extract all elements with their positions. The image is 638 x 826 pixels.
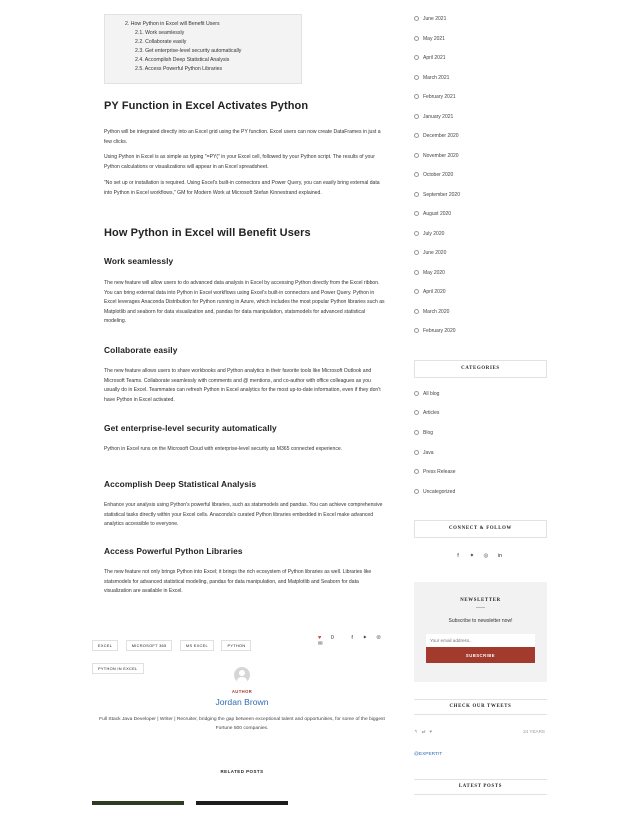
bullet-icon [414, 94, 419, 99]
category-link[interactable]: All blog [414, 391, 439, 397]
bullet-icon [414, 328, 419, 333]
bullet-icon [414, 309, 419, 314]
facebook-icon[interactable]: f [351, 635, 353, 641]
bullet-icon [414, 231, 419, 236]
bullet-icon [414, 430, 419, 435]
divider [476, 607, 485, 608]
newsletter-subtitle: Subscribe to newsletter now! [448, 618, 513, 624]
bullet-icon [414, 192, 419, 197]
retweet-icon[interactable]: ⇄ [421, 729, 426, 734]
archive-link[interactable]: July 2020 [414, 231, 444, 237]
paragraph: Python in Excel runs on the Microsoft Cloud with enterprise-level security as M365 connected experience. [104, 446, 343, 452]
toc-subitem[interactable]: 2.1. Work seamlessly [135, 30, 185, 36]
tag-link[interactable]: EXCEL [92, 640, 118, 651]
heading-py-function: PY Function in Excel Activates Python [104, 100, 309, 112]
heading-libraries: Access Powerful Python Libraries [104, 546, 243, 556]
categories-title: CATEGORIES [461, 366, 500, 371]
bullet-icon [414, 289, 419, 294]
bullet-icon [414, 410, 419, 415]
tag-link[interactable]: MICROSOFT 365 [126, 640, 173, 651]
bullet-icon [414, 153, 419, 158]
author-label: AUTHOR [231, 689, 253, 694]
paragraph: "No set up or installation is required. Using Excel's built-in connectors and Power Query, you can easily bring external data into Python in Excel workflows," GM for Modern Work at Microsoft Stefan Kinnestrand explained. [104, 180, 380, 196]
newsletter-box [414, 582, 547, 682]
toc-subitem[interactable]: 2.2. Collaborate easily [135, 39, 187, 45]
bullet-icon [414, 391, 419, 396]
bullet-icon [414, 16, 419, 21]
table-of-contents [104, 14, 302, 84]
paragraph: The new feature allows users to share workbooks and Python analytics in their favorite tools like Microsoft Outlook and Microsoft Teams. Collaborate seamlessly with comments and @ mentions, and co-author with office colleagues as you usually do in Excel. Teammates can refresh Python in Excel analytics for the most up-to-date information, even if they don't have Python in Excel activated. [104, 368, 381, 403]
category-link[interactable]: Uncategorized [414, 489, 455, 495]
archive-link[interactable]: December 2020 [414, 133, 459, 139]
archive-link[interactable]: May 2021 [414, 36, 445, 42]
paragraph: Using Python in Excel is as simple as typing "=PY(" in your Excel cell, followed by your Python script. The results of your Python calculations or visualizations will appear in an Excel spreadsheet. [104, 154, 375, 170]
paragraph: The new feature will allow users to do advanced data analysis in Excel by accessing Python directly from the Excel ribbon. You can bring external data into Python in Excel workflows using Excel's built-in connectors and Power Query. Python in Excel leverages Anaconda Distribution for Python running in Azure, which includes the most popular Python libraries such as Matplotlib and seaborn for data visualization and, pandas for data manipulation, statsmodels for advanced statistical modeling. [104, 280, 385, 325]
archive-link[interactable]: February 2020 [414, 328, 456, 334]
bullet-icon [414, 114, 419, 119]
heading-work-seamlessly: Work seamlessly [104, 256, 174, 266]
like-count: 0 [330, 635, 334, 641]
paragraph: Enhance your analysis using Python's powerful libraries, such as statsmodels and pandas. You can achieve comprehensive statistical tasks directly within your Excel cells. Anaconda's curated Python libraries embedded in Excel make advanced analytics accessible to everyone. [104, 502, 383, 528]
author-bio: Full Stack Java Developer | Writer | Recruiter, bridging the gap between exceptional talent and opportunities, for some of the biggest Fortune 500 companies. [99, 717, 385, 731]
bullet-icon [414, 55, 419, 60]
subscribe-button[interactable]: SUBSCRIBE [426, 647, 535, 663]
archive-link[interactable]: November 2020 [414, 153, 459, 159]
twitter-icon[interactable]: ✦ [362, 635, 368, 641]
tag-link[interactable]: MS EXCEL [180, 640, 214, 651]
archive-link[interactable]: June 2020 [414, 250, 446, 256]
toc-subitem[interactable]: 2.5. Access Powerful Python Libraries [135, 66, 223, 72]
tag-link[interactable]: PYTHON [221, 640, 251, 651]
connect-title: CONNECT & FOLLOW [448, 526, 513, 531]
category-link[interactable]: Press Release [414, 469, 456, 475]
toc-subitem[interactable]: 2.4. Accomplish Deep Statistical Analysis [135, 57, 230, 63]
avatar [234, 667, 250, 683]
newsletter-title: NEWSLETTER [460, 598, 501, 603]
category-link[interactable]: Java [414, 450, 434, 456]
instagram-icon[interactable]: ◎ [483, 553, 489, 559]
bullet-icon [414, 36, 419, 41]
heading-security: Get enterprise-level security automatically [104, 423, 277, 433]
latest-posts-title: LATEST POSTS [458, 784, 503, 789]
social-links [451, 553, 507, 559]
archive-link[interactable]: May 2020 [414, 270, 445, 276]
archive-link[interactable]: April 2020 [414, 289, 446, 295]
email-input[interactable] [426, 634, 535, 647]
bullet-icon [414, 133, 419, 138]
archive-link[interactable]: March 2020 [414, 309, 449, 315]
twitter-icon[interactable]: ✦ [469, 553, 475, 559]
bullet-icon [414, 270, 419, 275]
heading-statistical: Accomplish Deep Statistical Analysis [104, 479, 257, 489]
tweet-handle-link[interactable]: @EXPERTIT [414, 752, 443, 757]
related-post-thumbnail[interactable] [196, 801, 288, 805]
tweet-time: 24 YEARS [523, 729, 545, 734]
archive-link[interactable]: August 2020 [414, 211, 451, 217]
tag-link[interactable]: PYTHON IN EXCEL [92, 663, 144, 674]
archive-link[interactable]: June 2021 [414, 16, 446, 22]
like-icon[interactable]: ♥ [429, 729, 433, 734]
related-post-thumbnail[interactable] [92, 801, 184, 805]
facebook-icon[interactable]: f [457, 553, 459, 559]
author-box [92, 663, 392, 733]
archive-link[interactable]: April 2021 [414, 55, 446, 61]
heart-icon: ♥ [318, 635, 322, 641]
heading-benefit: How Python in Excel will Benefit Users [104, 227, 311, 239]
tweet-meta [414, 729, 547, 735]
bullet-icon [414, 75, 419, 80]
archive-link[interactable]: September 2020 [414, 192, 460, 198]
reply-icon[interactable]: ↰ [414, 729, 418, 734]
bullet-icon [414, 489, 419, 494]
archive-link[interactable]: February 2021 [414, 94, 456, 100]
category-link[interactable]: Blog [414, 430, 433, 436]
tweets-title: CHECK OUR TWEETS [449, 704, 512, 709]
archive-link[interactable]: October 2020 [414, 172, 453, 178]
paragraph: The new feature not only brings Python into Excel; it brings the rich ecosystem of Python libraries as well. Libraries like statsmodels for advanced statistical modeling, pandas for data manipulation, and Matplotlib and Seaborn for data visualization are available in Excel. [104, 569, 372, 595]
bullet-icon [414, 250, 419, 255]
paragraph: Python will be integrated directly into an Excel grid using the PY function. Excel users can now create DataFrames in just a few clicks. [104, 129, 381, 145]
bullet-icon [414, 211, 419, 216]
email-icon[interactable]: ✉ [318, 641, 323, 647]
heading-collaborate: Collaborate easily [104, 345, 178, 355]
related-posts-title: RELATED POSTS [220, 769, 264, 774]
bullet-icon [414, 469, 419, 474]
toc-item[interactable]: 2. How Python in Excel will Benefit Users [125, 21, 220, 27]
bullet-icon [414, 172, 419, 177]
share-bar [318, 635, 400, 647]
toc-subitem[interactable]: 2.3. Get enterprise-level security automatically [135, 48, 242, 54]
archive-link[interactable]: January 2021 [414, 114, 453, 120]
bullet-icon [414, 450, 419, 455]
linkedin-icon[interactable]: in [497, 553, 503, 559]
pinterest-icon[interactable]: ℗ [376, 635, 381, 641]
category-link[interactable]: Articles [414, 410, 439, 416]
author-name-link[interactable]: Jordan Brown [215, 697, 269, 707]
archive-link[interactable]: March 2021 [414, 75, 449, 81]
